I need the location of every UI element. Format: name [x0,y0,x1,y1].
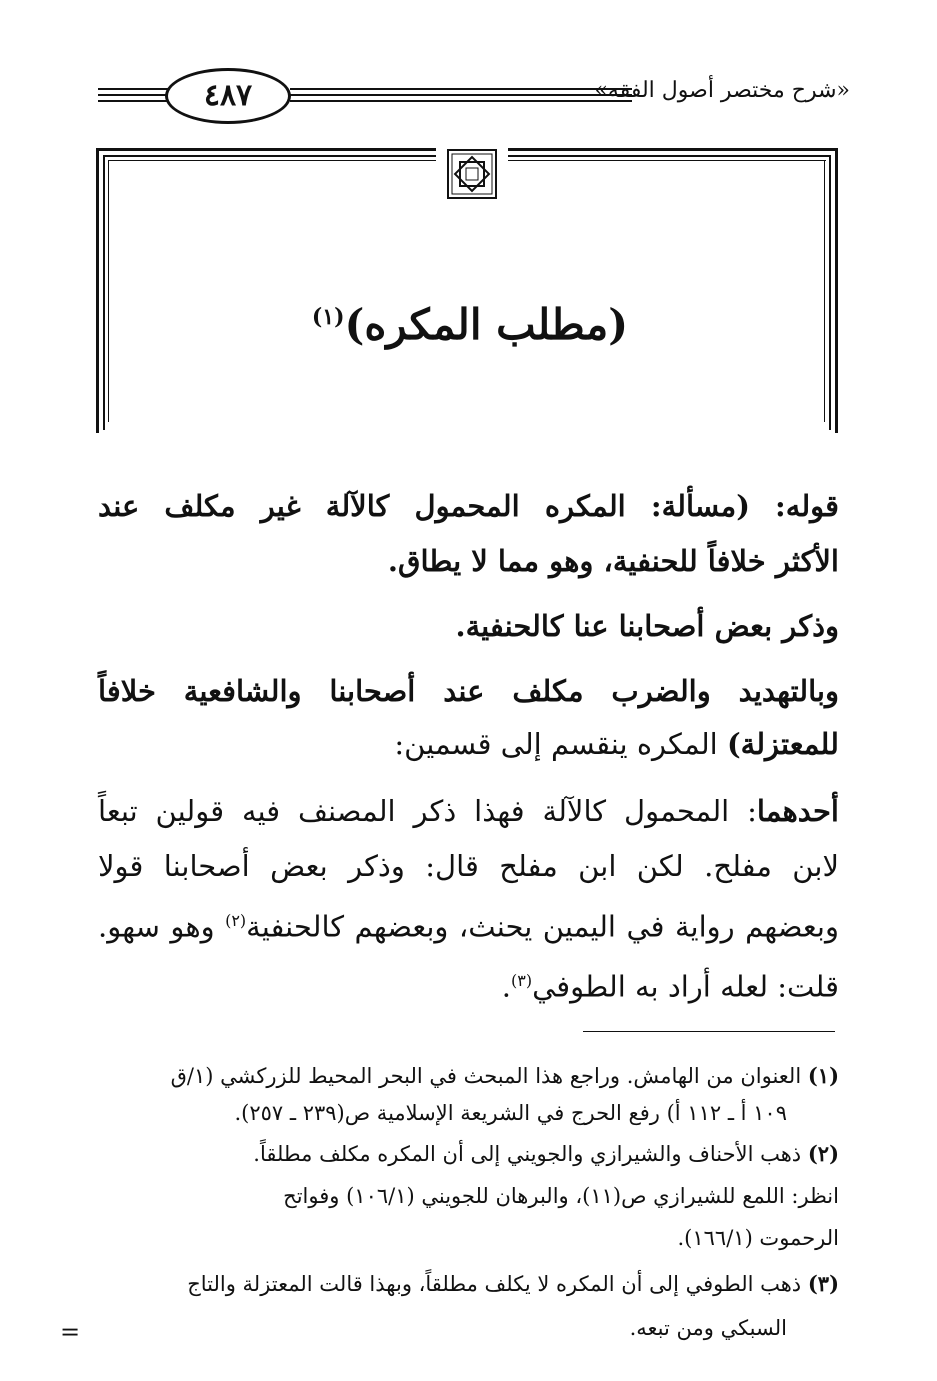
header-rule-left [98,88,168,90]
chapter-title-text: (مطلب المكره) [344,300,629,349]
footnote-3-text: ذهب الطوفي إلى أن المكره لا يكلف مطلقاً، وبهذا قالت المعتزلة والتاج [187,1272,802,1296]
footnote-2-line1 [253,1136,839,1172]
footnote-3-number: (٣) [807,1271,839,1296]
p4-line1-rest: : المحمول كالآلة فهذا ذكر المصنف فيه قولين تبعاً [98,794,757,828]
p1-line1: قوله: (مسألة: المكره المحمول كالآلة غير مكلف عند [98,489,839,523]
footnote-1-line2: ١٠٩ أ ـ ١١٢ أ) رفع الحرج في الشريعة الإسلامية ص(٢٣٩ ـ ٢٥٧). [234,1101,787,1125]
footnote-2-text: ذهب الأحناف والشيرازي والجويني إلى أن المكره مكلف مطلقاً. [253,1142,802,1166]
p4-line3-a: وبعضهم رواية في اليمين يحنث، وبعضهم كالحنفية [246,909,839,944]
p3-line2-bold: للمعتزلة) [726,727,839,761]
page-mark: = [60,1318,81,1346]
footnote-2-number: (٢) [807,1141,839,1166]
footnote-3-line2: السبكي ومن تبعه. [629,1316,787,1340]
footnote-3-line1 [187,1266,839,1302]
header-rule-right-3 [290,100,632,102]
chapter-footnote-ref: (١) [311,304,345,330]
footnote-2-line2: انظر: اللمع للشيرازي ص(١١)، والبرهان للجويني (١٠٦/١) وفواتح [283,1184,839,1208]
p4-line3-b: وهو سهو. [98,909,226,944]
chapter-title [200,300,740,349]
header [0,0,937,130]
footnote-1-number: (١) [807,1063,839,1088]
p4-line3 [98,895,839,947]
p5-footnote-ref: (٣) [510,971,533,990]
header-rule-right-2 [290,94,632,96]
p2-line: وذكر بعض أصحابنا عنا كالحنفية. [455,609,839,643]
page-number: ٤٨٧ [165,68,291,124]
p4-line1 [98,785,839,837]
p3-line2 [394,718,839,770]
header-rule-right [290,88,632,90]
p4-line2: لابن مفلح. لكن ابن مفلح قال: وذكر بعض أصحابنا قولا [98,849,839,883]
star-ornament-icon [446,148,498,200]
header-rule-left-3 [98,100,168,102]
footnote-1-text: العنوان من الهامش. وراجع هذا المبحث في البحر المحيط للزركشي (١/ق [170,1064,802,1088]
p5-end: . [501,969,511,1004]
footnote-1-line1 [171,1058,839,1094]
p1-line2: الأكثر خلافاً للحنفية، وهو مما لا يطاق. [387,544,839,578]
p4-footnote-ref: (٢) [225,911,247,930]
p5-line [502,955,839,1007]
p3-line1: وبالتهديد والضرب مكلف عند أصحابنا والشافعية خلافاً [98,674,839,708]
p4-line1-bold: أحدهما [756,794,839,828]
footnote-2-line3: الرحموت (١٦٦/١). [677,1226,839,1250]
running-title: «شرح مختصر أصول الفقه» [594,78,850,103]
footnote-separator [583,1031,835,1032]
header-rule-left-2 [98,94,168,96]
p5-text: قلت: لعله أراد به الطوفي [532,969,839,1004]
p3-line2-rest: المكره ينقسم إلى قسمين: [394,727,727,761]
